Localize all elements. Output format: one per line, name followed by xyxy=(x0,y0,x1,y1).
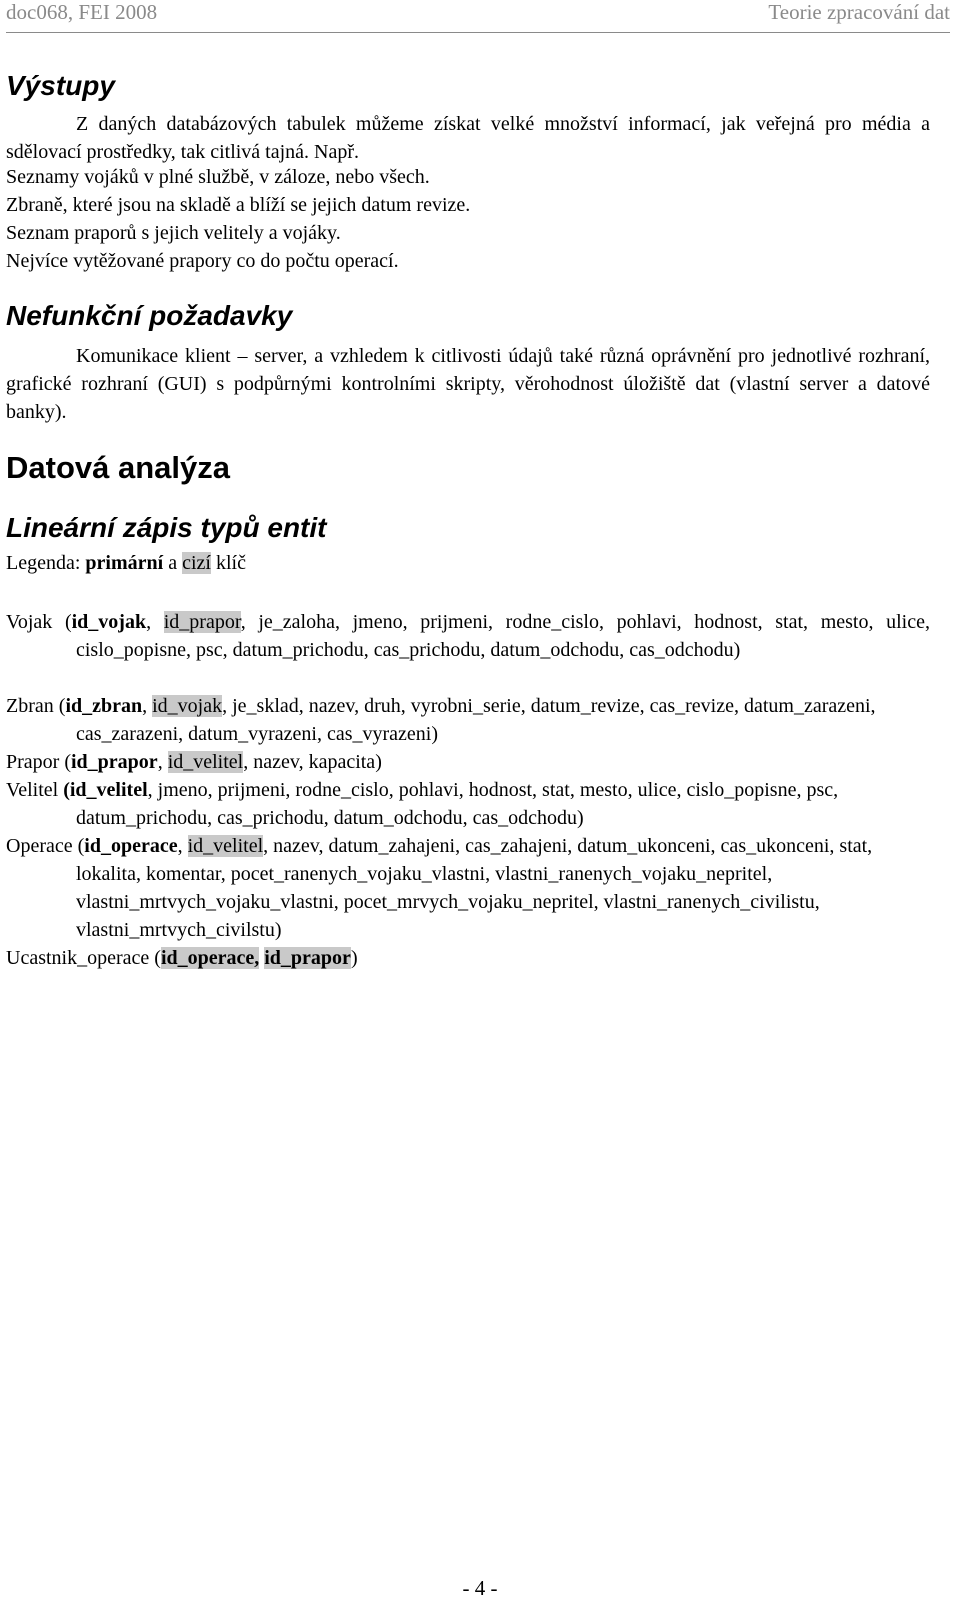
primary-key: id_prapor xyxy=(71,751,158,773)
header-divider xyxy=(6,32,950,33)
entity-zbran: Zbran (id_zbran, id_vojak, je_sklad, nazev, druh, vyrobni_serie, datum_revize, cas_revize, datum_zarazeni, cas_zarazeni, datum_vyrazeni, cas_vyrazeni) xyxy=(6,695,876,745)
entity-attributes: , je_sklad, nazev, druh, vyrobni_serie, datum_revize, cas_revize, datum_zarazeni, cas_zarazeni, datum_vyrazeni, cas_vyrazeni) xyxy=(76,695,876,745)
page-number: - 4 - xyxy=(462,1576,498,1600)
primary-key: id_zbran xyxy=(65,695,143,717)
entity-operace: Operace (id_operace, id_velitel, nazev, datum_zahajeni, cas_zahajeni, datum_ukonceni, cas_ukonceni, stat, lokalita, komentar, pocet_ranenych_vojaku_vlastni, vlastni_ranenych_vojaku_nepritel, vlastni_mrtvych_vojaku_vlastni, pocet_mrvych_vojaku_nepritel, vlastni_ranenych_civilistu, vlastni_mrtvych_civilstu) xyxy=(6,835,873,941)
header-course-title: Teorie zpracování dat xyxy=(768,0,950,24)
foreign-key: id_prapor xyxy=(163,611,241,633)
entity-prapor: Prapor (id_prapor, id_velitel, nazev, kapacita) xyxy=(6,751,382,773)
vystupy-item-3: Seznam praporů s jejich velitely a vojáky. xyxy=(6,222,341,244)
entity-ucastnik-operace: Ucastnik_operace (id_operace, id_prapor) xyxy=(6,947,358,969)
entity-name: Vojak xyxy=(6,611,53,633)
legend xyxy=(6,552,246,575)
primary-key: (id_velitel xyxy=(63,779,148,801)
section-title-nefunkcni: Nefunkční požadavky xyxy=(6,300,293,331)
legend-foreign-key: cizí xyxy=(182,552,211,574)
entity-name: Ucastnik_operace xyxy=(6,947,150,969)
page-header xyxy=(6,0,950,30)
entity-name: Velitel xyxy=(6,779,59,801)
entity-attributes: , nazev, kapacita) xyxy=(243,751,382,773)
legend-and: a xyxy=(168,552,178,574)
section-title-analyza: Datová analýza xyxy=(6,450,230,485)
entity-name: Zbran xyxy=(6,695,54,717)
legend-primary-key: primární xyxy=(85,552,164,574)
composite-key-prapor: id_prapor xyxy=(264,947,351,969)
vystupy-item-2: Zbraně, které jsou na skladě a blíží se jejich datum revize. xyxy=(6,194,471,216)
composite-key-operace: id_operace, xyxy=(160,947,260,969)
header-doc-id: doc068, FEI 2008 xyxy=(6,0,158,24)
entity-close: ) xyxy=(350,947,358,969)
legend-suffix: klíč xyxy=(215,552,246,574)
entity-velitel xyxy=(6,776,930,832)
entity-vojak: Vojak (id_vojak, id_prapor, je_zaloha, jmeno, prijmeni, rodne_cislo, pohlavi, hodnost, stat, mesto, ulice, cislo_popisne, psc, datum_prichodu, cas_prichodu, datum_odchodu, cas_odchodu) xyxy=(6,611,930,661)
vystupy-item-1: Seznamy vojáků v plné službě, v záloze, nebo všech. xyxy=(6,166,430,188)
entity-attributes: , nazev, datum_zahajeni, cas_zahajeni, datum_ukonceni, cas_ukonceni, stat, lokalita, komentar, pocet_ranenych_vojaku_vlastni, vlastni_ranenych_vojaku_nepritel, vlastni_mrtvych_vojaku_vlastni, pocet_mrvych_vojaku_nepritel, vlastni_ranenych_civilistu, vlastni_mrtvych_civilstu) xyxy=(76,835,873,941)
section-title-vystupy: Výstupy xyxy=(6,70,115,101)
entity-attributes: , je_zaloha, jmeno, prijmeni, rodne_cislo, pohlavi, hodnost, stat, mesto, ulice, cislo_popisne, psc, datum_prichodu, cas_prichodu, datum_odchodu, cas_odchodu) xyxy=(76,611,930,661)
legend-prefix: Legenda: xyxy=(6,552,81,574)
entity-name: Prapor xyxy=(6,751,60,773)
entity-attributes: , jmeno, prijmeni, rodne_cislo, pohlavi, hodnost, stat, mesto, ulice, cislo_popisne, psc, datum_prichodu, cas_prichodu, datum_odchodu, cas_odchodu) xyxy=(76,779,839,829)
nefunkcni-text: Komunikace klient – server, a vzhledem k citlivosti údajů také různá oprávnění pro jednotlivé rozhraní, grafické rozhraní (GUI) s podpůrnými kontrolními skripty, věrohodnost úložiště dat (vlastní server a datové banky). xyxy=(6,345,930,423)
primary-key: id_operace xyxy=(84,835,178,857)
foreign-key: id_velitel xyxy=(167,751,244,773)
vystupy-item-4: Nejvíce vytěžované prapory co do počtu operací. xyxy=(6,250,399,272)
subsection-title-linearni: Lineární zápis typů entit xyxy=(6,512,327,543)
vystupy-intro: Z daných databázových tabulek můžeme získat velké množství informací, jak veřejná pro média a sdělovací prostředky, tak citlivá tajná. Např. xyxy=(6,113,930,163)
primary-key: id_vojak xyxy=(71,611,147,633)
foreign-key: id_velitel xyxy=(187,835,264,857)
foreign-key: id_vojak xyxy=(152,695,223,717)
entity-name: Operace xyxy=(6,835,73,857)
